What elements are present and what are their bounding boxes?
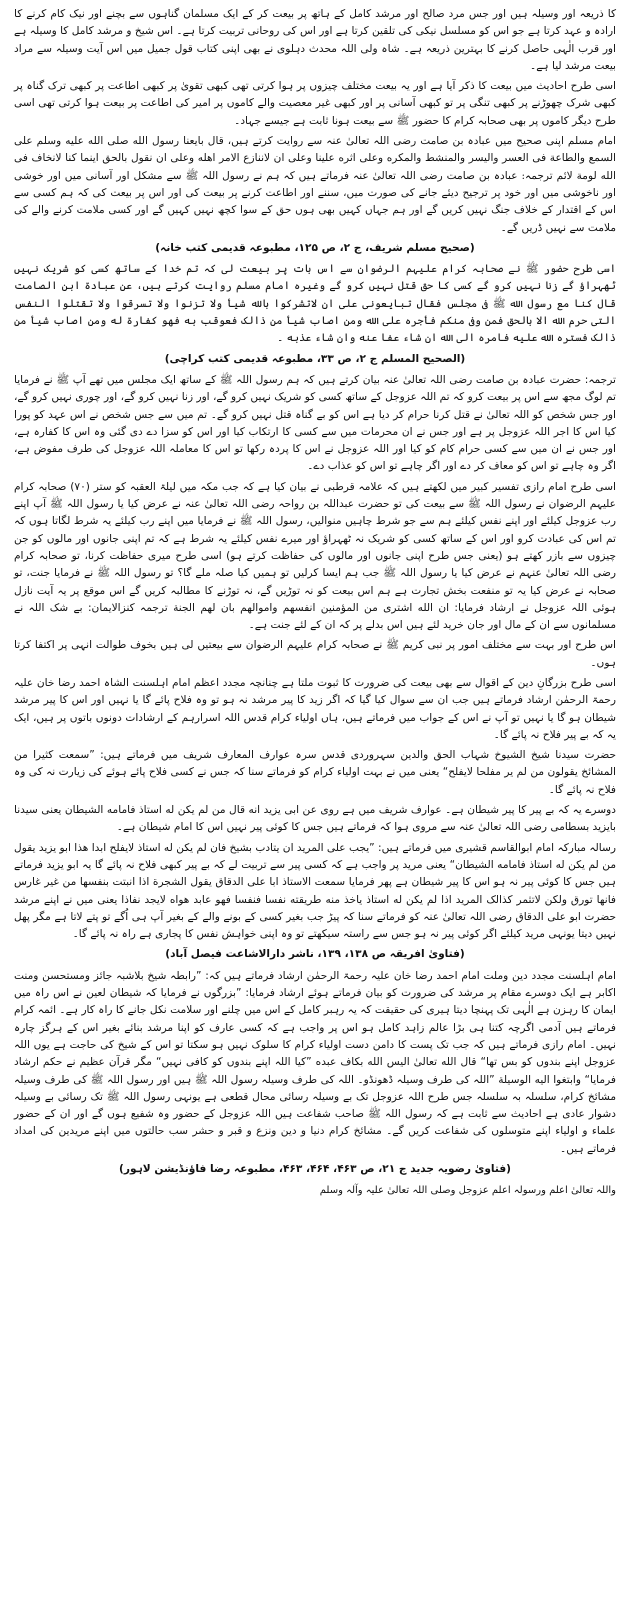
reference-fatawa-razawiya: (فتاویٰ رضویہ جدید ج ۲۱، ص ۴۶۳، ۴۶۴، ۴۶۳، مطبوعہ رضا فاؤنڈیشن لاہور) [119, 1163, 511, 1175]
reference-fatawa-afriqa: (فتاویٰ افریقہ ص ۱۳۸، ۱۳۹، ناشر دارالاشاعت فیصل آباد) [165, 948, 465, 961]
paragraph-ala-hazrat: اسی طرح بزرگانِ دین کے اقوال سے بھی بیعت کی ضرورت کا ثبوت ملتا ہے چنانچہ مجدد اعظم امام اہلسنت الشاہ احمد رضا خان علیہ رحمۃ الرحمٰن ارشاد فرماتے ہیں جب ان سے سوال کیا گیا کہ اگر زید کا پیر مرشد نہ ہو تو وہ فلاح پائے گا یا نہیں اور اس کا پیر مرشد شیطان ہو گا یا نہیں تو آپ نے اس کے جواب میں فرماتے ہیں، ہاں اولیاء کرام قدس اللہ اسرارہم کے ارشادات دونوں باتوں پر ہیں، ایک یہ کہ بے پیر فلاح نہ پائے گا۔ [14, 676, 616, 741]
paragraph-translation: ترجمہ: حضرت عبادہ بن صامت رضی اللہ تعالیٰ عنہ بیان کرتے ہیں کہ ہم رسول اللہ ﷺ کے ساتھ ایک مجلس میں تھے آپ ﷺ نے فرمایا تم لوگ مجھ سے اس پر بیعت کرو کہ تم اللہ عزوجل کے ساتھ کسی کو شریک نہیں کرو گے، اور زنا نہیں کرو گے، اور چوری نہیں کرو گے، اور جس شخص کو اللہ تعالیٰ نے قتل کرنا حرام کر دیا ہے اس کو بے گناہ قتل نہیں کرو گے۔ تم میں سے جس شخص نے اس عہد کو پورا کیا اس کا اجر اللہ عزوجل پر ہے اور جس نے ان محرمات میں سے کسی کا ارتکاب کیا اور اس کو سزا دے دی گئی وہ اس کا کفارہ ہے، اور جس نے ان میں سے کسی حرام کام کو کیا اور اللہ عزوجل نے اس کا پردہ رکھا تو اس کا معاملہ اللہ عزوجل کی طرف مفوض ہے، اگر وہ چاہے تو اس کو معاف کر دے اور اگر چاہے تو اس کو عذاب دے۔ [14, 373, 616, 473]
paragraph-bayazid: دوسرے یہ کہ بے پیر کا پیر شیطان ہے۔ عوارف شریف میں ہے روی عن ابی یزید انه قال من لم یکن له استاذ فامامه الشیطان یعنی سیدنا بایزید بسطامی رضی اللہ تعالیٰ عنہ سے مروی ہوا کہ فرماتے ہیں جس کا کوئی پیر نہیں اس کا امام شیطان ہے۔ [14, 804, 616, 834]
closing-invocation: واللہ تعالیٰ اعلم ورسولہ اعلم عزوجل وصلی اللہ تعالیٰ علیہ وآلہ وسلم [319, 1185, 616, 1197]
paragraph-muslim-hadith: امام مسلم اپنی صحیح میں عبادہ بن صامت رضی اللہ تعالیٰ عنہ سے روایت کرتے ہیں، قال بایعنا رسول الله صلی الله علیه وسلم علی السمع والطاعة فی العسر والیسر والمنشط والمکره وعلی اثره علینا وعلی ان لاننازع الامر اهله وعلی ان نقول بالحق اینما کنا لانخاف فی الله لومة لائم ترجمہ: عبادہ بن صامت رضی اللہ تعالیٰ عنہ فرماتے ہیں کہ ہم نے رسول اللہ ﷺ سے مشکل اور آسانی میں اور خوشی اور ناخوشی میں اور خود پر ترجیح دیئے جانے کی صورت میں، سننے اور اطاعت کرنے پر بیعت کی اور اس پر بیعت کی کہ ہم کسی سے اس کے اقتدار کے خلاف جنگ نہیں کریں گے اور ہم جہاں کہیں بھی ہوں حق کے سوا کچھ نہیں کہیں گے اور کسی ملامت کرنے والے کی ملامت سے نہیں ڈریں گے۔ [14, 135, 616, 234]
paragraph-brevity: اس طرح اور بہت سے مختلف امور پر نبی کریم ﷺ نے صحابہ کرام علیہم الرضوان سے بیعتیں لی ہیں بخوف طوالت انہی پر اکتفا کرتا ہوں۔ [14, 639, 616, 669]
paragraph-rabita-shaykh: امام اہلسنت مجدد دین وملت امام احمد رضا خان علیہ رحمۃ الرحمٰن ارشاد فرماتے ہیں کہ: ”رابطہ شیخ بلاشبہ جائز ومستحسن ومنت اکابر ہے ایک دوسرے مقام پر مرشد کی ضرورت کو بیان فرماتے ہوئے ارشاد فرمایا: ”بزرگوں نے فرمایا کہ شیطان لعین نے اس راہ میں ایمان کا رہزن ہے الٰہی تک پہنچا دیتا ہیری کی حقیقت کہ یہ رہبر کامل کے اس میں چلنے اور سلامت نکل جانے کا راہ کار ہے۔ ائمہ کرام فرماتے ہیں آدمی اگرچہ کتنا ہی بڑا عالم زاہد کامل ہو اس پر واجب ہے کہ کسی عارف کو اپنا مرشد بنائے بغیر اس کے ہرگز چارہ نہیں۔ امام رازی فرماتے ہیں کہ جب تک پست کا دامن دست اولیاء کرام کا سلوک نہیں ہو سکتا تو اس کے شیخ کی حاجت ہے یوں اللہ عزوجل اپنے بندوں کو بس تھا“ قال الله تعالیٰ الیس الله بکاف عبده ”کیا اللہ اپنے بندوں کو کافی نہیں“ مگر قرآن عظیم نے حکم ارشاد فرمایا“ وابتغوا الیه الوسیلة ”اللہ کی طرف وسیلہ ڈھونڈو۔ اللہ کی طرف وسیلہ رسول اللہ ﷺ ہیں اور رسول اللہ ﷺ کی طرف وسیلہ مشائخ کرام، سلسلہ بہ سلسلہ جس طرح اللہ عزوجل تک بے وسیلہ رسائی محال قطعی ہے یونہی رسول اللہ ﷺ تک رسائی بے وسیلہ دشوار عادی ہے احادیث سے ثابت ہے کہ رسول اللہ ﷺ صاحب شفاعت ہیں اللہ عزوجل کے حضور وہ شفیع ہوں گے اور ان کے حضور علماء و اولیاء اپنے متوسلوں کی شفاعت کریں گے۔ مشائخ کرام دنیا و دین ونزع و قبر و حشر سب حالتوں میں اپنے مریدین کی امداد فرماتے ہیں۔ [14, 969, 616, 1155]
paragraph-awarif: حضرت سیدنا شیخ الشیوخ شہاب الحق والدین سہروردی قدس سرہ عوارف المعارف شریف میں فرماتے ہیں: ”سمعت کثیرا من المشائخ یقولون من لم یر مفلحا لایفلح“ یعنی میں نے بہت اولیاء کرام کو فرماتے سنا کہ جس نے کسی فلاح پائے ہوئے کی زیارت نہ کی وہ فلاح نہ پائے گا۔ [14, 749, 616, 796]
paragraph-tafsir-kabir: اسی طرح امام رازی تفسیر کبیر میں لکھتے ہیں کہ علامہ قرطبی نے بیان کیا ہے کہ جب مکہ میں لیلۃ العقبہ کو ستر (۷۰) صحابہ کرام علیہم الرضوان نے رسول اللہ ﷺ سے بیعت کی تو حضرت عبداللہ بن رواحہ رضی اللہ تعالیٰ عنہ نے عرض کیا یا رسول اللہ ﷺ آپ اپنے رب عزوجل کیلئے اور اپنے نفس کیلئے ہم سے جو شرط چاہیں منوالیں، رسول اللہ ﷺ نے فرمایا میں اپنے رب کیلئے یہ شرط لگاتا ہوں کہ تم اس کی عبادت کرو اور اس کے ساتھ کسی کو شریک نہ ٹھہراؤ اور میرے نفس کیلئے یہ شرط ہے کہ تم اپنی جانوں اور مالوں کو جن چیزوں سے بازر کھتے ہو (یعنی جس طرح اپنی جانوں اور مالوں کی حفاظت کرتے ہو) اسی طرح میری حفاظت کرنا، تو صحابہ کرام رضی اللہ تعالیٰ عنہم نے عرض کیا یا رسول اللہ ﷺ جب ہم ایسا کرلیں تو ہمیں کیا صلہ ملے گا؟ تو رسول اللہ ﷺ نے فرمایا جنت، تو صحابہ نے عرض کیا یہ تو منفعت بخش تجارت ہے ہم اس بیعت کو نہ توڑیں گے، نہ توڑنے کا مطالبہ کریں گے اس موقع پر یہ آیت نازل ہوئی اللہ عزوجل نے ارشاد فرمایا: ان الله اشتری من المؤمنین انفسهم واموالهم بان لهم الجنة ترجمہ کنزالایمان: بے شک اللہ نے مسلمانوں سے ان کے مال اور جان خرید لئے ہیں اس بدلے پر کہ ان کے لئے جنت ہے۔ [14, 480, 616, 632]
paragraph-qushayri: رسالہ مبارکہ امام ابوالقاسم قشیری میں فرماتے ہیں: ”یجب علی المرید ان یتادب بشیخ فان لم یکن له استاذ لایفلح ابدا هذا ابو یزید یقول من لم یکن له استاذ فامامه الشیطان“ یعنی مرید پر واجب ہے کہ کسی پیر سے تربیت لے کہ بے پیر کبھی فلاح نہ پائے گا یہ ابو یزید فرماتے ہیں جس کا کوئی پیر نہ ہو اس کا پیر شیطان ہے پھر فرمایا سمعت الاستاذ ابا علی الدقاق یقول الشجرة اذا انبتت بنفسها من غیر غارس فانها تورق ولکن لاتثمر کذالک المرید اذا لم یکن له استاذ یاخذ منه طریقته نفسا فنفسا فهو عابد هواه لایجد نفاذا یعنی میں نے اپنے مرشد حضرت ابو علی الدقاق رضی اللہ تعالیٰ عنہ کو فرماتے سنا کہ پیڑ جب بغیر کسی کے بونے والے کے بغیر آپ ہی اُگے تو پتے لاتا ہے مگر پھل نہیں دیتا یونہی مرید کیلئے اگر کوئی پیر نہ ہو جس سے راستہ سیکھتے تو وہ اپنی خواہش نفس کا پجاری ہے راہ نہ پائے گا۔ [14, 841, 616, 941]
reference-sahih-muslim: (صحیح مسلم شریف، ج ۲، ص ۱۲۵، مطبوعہ قدیمی کتب خانہ) [155, 241, 475, 254]
paragraph-wasila-intro: کا ذریعہ اور وسیلہ ہیں اور جس مرد صالح اور مرشد کامل کے ہاتھ پر بیعت کر کے ایک مسلمان گناہوں سے بچنے اور نیک کام کرنے کا ارادہ و عہد کرتا ہے جو اس کو مسلسل نیکی کی تلقین کرتا ہے اور اس کی روحانی تربیت کرتا ہے۔ اس شیخ و مرشد کامل کا وسیلہ ہے اور قرب الٰہی حاصل کرنے کا بہترین ذریعہ ہے۔ شاہ ولی اللہ محدث دہلوی نے بھی اپنی کتاب قول جمیل میں اس آیت وسیلہ سے مراد بیعت مرشد لیا ہے۔ [14, 8, 616, 72]
paragraph-second-hadith: اسی طرح حضور ﷺ نے صحابہ کرام علیہم الرضوان سے اس بات پر بیعت لی کہ تم خدا کے ساتھ کسی کو شریک نہیں ٹھہراؤ گے زنا نہیں کرو گے کسی کا حق قتل نہیں کرو گے وغیرہ امام مسلم روایت کرتے ہیں، عن عبادة ابن الصامت قال کنا مع رسول الله ﷺ فی مجلس فقال تبایعونی علی ان لاتشرکوا بالله شیأ ولا تزنوا ولا تسرقوا ولا تقتلوا النفس التی حرم الله الا بالحق فمن وفی منکم فأجره علی الله ومن اصاب شیأ من ذالک فعوقب به فهو کفارة له ومن اصاب شیأ من ذالک فستره الله علیه فامره الی الله ان شاء عفا عنه وان شاء عذبه ۔ [14, 263, 616, 345]
paragraph-bayat-ahadith: اسی طرح احادیث میں بیعت کا ذکر آیا ہے اور یہ بیعت مختلف چیزوں پر ہوا کرتی تھی کبھی تقویٰ پر کبھی اطاعت پر کبھی ترک گناہ پر کبھی شرک چھوڑنے پر کبھی تنگی پر تو کبھی آسانی پر اور کبھی غیر معصیت والے کاموں پر امیر کی اطاعت پر بیعت ہوا کرتی تھی اسی طرح دیگر کاموں پر بھی صحابہ کرام کا حضور ﷺ سے بیعت ہونا ثابت ہے جیسے جہاد۔ [14, 80, 616, 127]
reference-sahih-muslim-2: (الصحیح المسلم ج ۲، ص ۳۳، مطبوعہ قدیمی کتب کراچی) [164, 352, 466, 365]
